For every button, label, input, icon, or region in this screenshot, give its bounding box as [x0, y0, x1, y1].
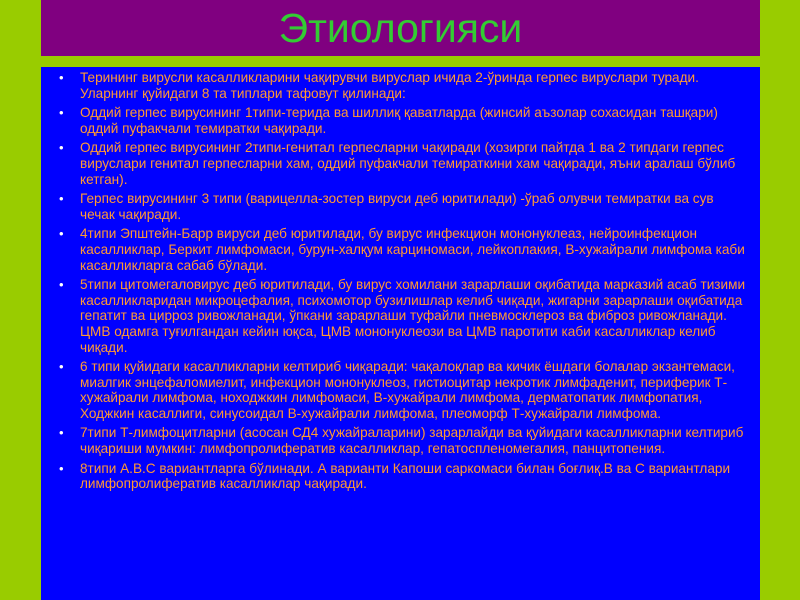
bullet-item [59, 226, 752, 273]
bullet-text: 7типи Т-лимфоцитларни (асосан СД4 хужайраларини) зарарлайди ва қуйидаги касалликларни келтириб чиқариши мумкин: лимфопролифератив касалликлар, гепатоспленомегалия, панцитопения. [80, 425, 744, 457]
bullet-text: Герпес вирусининг 3 типи (варицелла-зостер вируси деб юритилади) -ўраб олувчи темиратки ва сув чечак чақиради. [80, 191, 714, 222]
bullet-text: 4типи Эпштейн-Барр вируси деб юритилади, бу вирус инфекцион мононуклеаз, нейроинфекцион касалликлар, Беркит лимфомаси, бурун-халқум карциномаси, лейкоплакия, В-хужайрали лимфома каби касалликларга сабаб бўлади. [80, 226, 745, 273]
bullet-marker-icon: • [59, 191, 64, 207]
bullet-marker-icon: • [59, 277, 64, 293]
bullet-item [59, 277, 752, 355]
bullet-item [59, 70, 752, 101]
bullet-item [59, 359, 752, 421]
bullet-marker-icon: • [59, 140, 64, 156]
bullet-item [59, 191, 752, 222]
bullet-item [59, 425, 752, 456]
bullet-text: 8типи А.В.С вариантларга бўлинади. А варианти Капоши саркомаси билан боғлиқ.В ва С вариантлари лимфопролифератив касалликлар чақиради. [80, 460, 731, 492]
bullet-item [59, 140, 752, 187]
bullet-marker-icon: • [59, 460, 64, 476]
bullet-text: Оддий герпес вирусининг 2типи-генитал герпесларни чақиради (хозирги пайтда 1 ва 2 типдаги герпес вируслари генитал герпесларни хам, оддий пуфакчали темираткини хам чақиради, яъни аралаш бўлиб кетган). [80, 140, 736, 187]
bullet-text: 5типи цитомегаловирус деб юритилади, бу вирус хомилани зарарлаши оқибатида марказий асаб тизими касалликларидан микроцефалия, психомотор бузилишлар келиб чиқади, жигарни зарарлаши оқибатида гепатит ва цирроз ривожланади, ўпкани зарарлаши туфайли пневмосклероз ва фиброз ривожланади. ЦМВ одамга туғилгандан кейин юқса, ЦМВ мононуклеози ва ЦМВ паротити каби касалликлар келиб чиқади. [80, 277, 746, 355]
bullet-text: Терининг вирусли касалликларини чақирувчи вируслар ичида 2-ўринда герпес вируслари туради. Уларнинг қуйидаги 8 та типлари тафовут қилинади: [80, 70, 699, 101]
bullet-text: Оддий герпес вирусининг 1типи-терида ва шиллиқ қаватларда (жинсий аъзолар сохасидан ташқари) оддий пуфакчали темиратки чақиради. [80, 105, 718, 136]
bullet-item [59, 461, 752, 492]
bullet-marker-icon: • [59, 105, 64, 121]
bullet-text: 6 типи қуйидаги касалликларни келтириб чиқаради: чақалоқлар ва кичик ёшдаги болалар экзантемаси, миалгик энцефаломиелит, инфекцион мононуклеоз, гистиоцитар некротик лимфаденит, периферик Т-хужайрали лимфома, ноходжкин лимфомаси, В-хужайрали лимфома, дерматопатик лимфопатия, Ходжкин касаллиги, синусоидал В-хужайрали лимфома, плеоморф Т-хужайрали лимфома. [80, 359, 735, 421]
title-bar [41, 0, 760, 56]
bullet-item [59, 105, 752, 136]
content-panel [41, 67, 760, 600]
bullet-marker-icon: • [59, 425, 64, 441]
bullet-marker-icon: • [59, 359, 64, 375]
bullet-marker-icon: • [59, 70, 64, 85]
bullet-list [59, 70, 752, 492]
bullet-marker-icon: • [59, 226, 64, 242]
slide-title: Этиологияси [278, 4, 523, 51]
